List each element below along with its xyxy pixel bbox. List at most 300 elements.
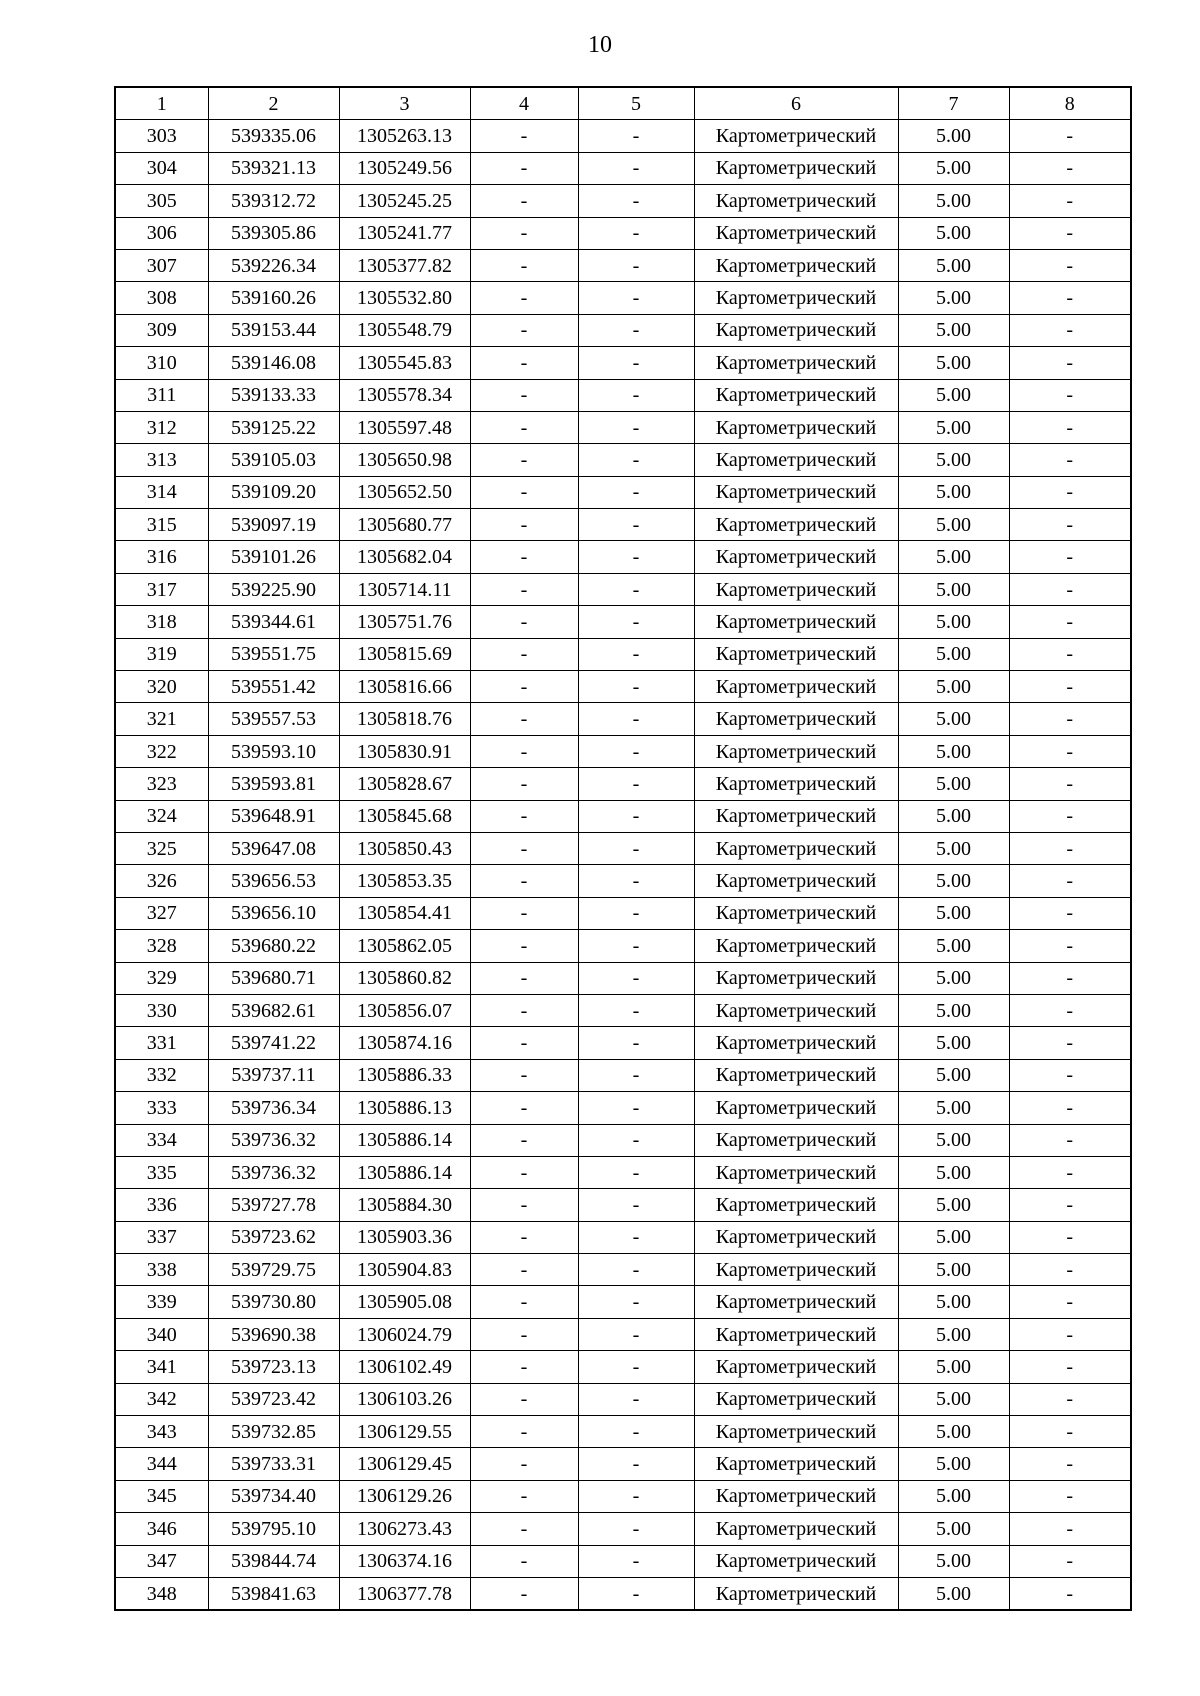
method-cell: Картометрический (694, 573, 898, 605)
column-5-cell: - (578, 703, 694, 735)
method-cell: Картометрический (694, 897, 898, 929)
method-cell: Картометрический (694, 638, 898, 670)
y-coordinate-cell: 1306374.16 (339, 1545, 470, 1577)
method-cell: Картометрический (694, 1545, 898, 1577)
column-5-cell: - (578, 1027, 694, 1059)
x-coordinate-cell: 539153.44 (208, 314, 339, 346)
method-cell: Картометрический (694, 347, 898, 379)
column-5-cell: - (578, 476, 694, 508)
column-5-cell: - (578, 217, 694, 249)
column-8-cell: - (1009, 865, 1131, 897)
column-header: 5 (578, 87, 694, 120)
x-coordinate-cell: 539312.72 (208, 185, 339, 217)
column-5-cell: - (578, 1254, 694, 1286)
accuracy-cell: 5.00 (898, 379, 1009, 411)
accuracy-cell: 5.00 (898, 1059, 1009, 1091)
column-4-cell: - (470, 1577, 578, 1610)
column-5-cell: - (578, 1156, 694, 1188)
column-8-cell: - (1009, 411, 1131, 443)
x-coordinate-cell: 539344.61 (208, 606, 339, 638)
point-number-cell: 307 (115, 249, 208, 281)
column-8-cell: - (1009, 185, 1131, 217)
column-4-cell: - (470, 897, 578, 929)
point-number-cell: 319 (115, 638, 208, 670)
column-header: 6 (694, 87, 898, 120)
column-8-cell: - (1009, 1221, 1131, 1253)
accuracy-cell: 5.00 (898, 185, 1009, 217)
column-4-cell: - (470, 735, 578, 767)
table-row (115, 1286, 1131, 1318)
x-coordinate-cell: 539656.53 (208, 865, 339, 897)
x-coordinate-cell: 539225.90 (208, 573, 339, 605)
table-row (115, 1513, 1131, 1545)
point-number-cell: 345 (115, 1480, 208, 1512)
column-8-cell: - (1009, 573, 1131, 605)
column-8-cell: - (1009, 1577, 1131, 1610)
accuracy-cell: 5.00 (898, 1221, 1009, 1253)
accuracy-cell: 5.00 (898, 120, 1009, 152)
column-4-cell: - (470, 930, 578, 962)
accuracy-cell: 5.00 (898, 249, 1009, 281)
method-cell: Картометрический (694, 1189, 898, 1221)
column-4-cell: - (470, 638, 578, 670)
column-8-cell: - (1009, 152, 1131, 184)
x-coordinate-cell: 539690.38 (208, 1318, 339, 1350)
column-header: 4 (470, 87, 578, 120)
table-row (115, 541, 1131, 573)
point-number-cell: 314 (115, 476, 208, 508)
column-5-cell: - (578, 735, 694, 767)
table-row (115, 120, 1131, 152)
method-cell: Картометрический (694, 1318, 898, 1350)
x-coordinate-cell: 539734.40 (208, 1480, 339, 1512)
x-coordinate-cell: 539305.86 (208, 217, 339, 249)
column-5-cell: - (578, 1189, 694, 1221)
y-coordinate-cell: 1305818.76 (339, 703, 470, 735)
accuracy-cell: 5.00 (898, 541, 1009, 573)
y-coordinate-cell: 1305828.67 (339, 768, 470, 800)
column-8-cell: - (1009, 1124, 1131, 1156)
method-cell: Картометрический (694, 1221, 898, 1253)
x-coordinate-cell: 539656.10 (208, 897, 339, 929)
method-cell: Картометрический (694, 1027, 898, 1059)
table-row (115, 476, 1131, 508)
accuracy-cell: 5.00 (898, 1286, 1009, 1318)
method-cell: Картометрический (694, 509, 898, 541)
column-4-cell: - (470, 347, 578, 379)
y-coordinate-cell: 1306273.43 (339, 1513, 470, 1545)
accuracy-cell: 5.00 (898, 638, 1009, 670)
method-cell: Картометрический (694, 1059, 898, 1091)
column-8-cell: - (1009, 671, 1131, 703)
table-row (115, 1027, 1131, 1059)
accuracy-cell: 5.00 (898, 1318, 1009, 1350)
column-8-cell: - (1009, 249, 1131, 281)
y-coordinate-cell: 1305650.98 (339, 444, 470, 476)
column-4-cell: - (470, 1286, 578, 1318)
y-coordinate-cell: 1305532.80 (339, 282, 470, 314)
table-row (115, 832, 1131, 864)
column-4-cell: - (470, 476, 578, 508)
column-5-cell: - (578, 897, 694, 929)
column-8-cell: - (1009, 217, 1131, 249)
accuracy-cell: 5.00 (898, 509, 1009, 541)
accuracy-cell: 5.00 (898, 768, 1009, 800)
column-8-cell: - (1009, 1480, 1131, 1512)
point-number-cell: 348 (115, 1577, 208, 1610)
column-8-cell: - (1009, 1092, 1131, 1124)
x-coordinate-cell: 539736.32 (208, 1156, 339, 1188)
column-4-cell: - (470, 768, 578, 800)
column-5-cell: - (578, 1318, 694, 1350)
x-coordinate-cell: 539723.42 (208, 1383, 339, 1415)
x-coordinate-cell: 539097.19 (208, 509, 339, 541)
column-5-cell: - (578, 1092, 694, 1124)
column-8-cell: - (1009, 1156, 1131, 1188)
accuracy-cell: 5.00 (898, 1383, 1009, 1415)
point-number-cell: 326 (115, 865, 208, 897)
column-4-cell: - (470, 444, 578, 476)
column-5-cell: - (578, 962, 694, 994)
column-8-cell: - (1009, 1513, 1131, 1545)
accuracy-cell: 5.00 (898, 671, 1009, 703)
column-4-cell: - (470, 1124, 578, 1156)
point-number-cell: 316 (115, 541, 208, 573)
y-coordinate-cell: 1305816.66 (339, 671, 470, 703)
point-number-cell: 346 (115, 1513, 208, 1545)
accuracy-cell: 5.00 (898, 962, 1009, 994)
accuracy-cell: 5.00 (898, 994, 1009, 1026)
column-4-cell: - (470, 800, 578, 832)
column-5-cell: - (578, 1480, 694, 1512)
x-coordinate-cell: 539844.74 (208, 1545, 339, 1577)
x-coordinate-cell: 539841.63 (208, 1577, 339, 1610)
column-4-cell: - (470, 379, 578, 411)
method-cell: Картометрический (694, 120, 898, 152)
point-number-cell: 328 (115, 930, 208, 962)
y-coordinate-cell: 1305751.76 (339, 606, 470, 638)
x-coordinate-cell: 539593.81 (208, 768, 339, 800)
column-8-cell: - (1009, 832, 1131, 864)
y-coordinate-cell: 1305597.48 (339, 411, 470, 443)
column-header: 1 (115, 87, 208, 120)
point-number-cell: 322 (115, 735, 208, 767)
point-number-cell: 340 (115, 1318, 208, 1350)
method-cell: Картометрический (694, 1092, 898, 1124)
method-cell: Картометрический (694, 768, 898, 800)
column-8-cell: - (1009, 1189, 1131, 1221)
point-number-cell: 338 (115, 1254, 208, 1286)
method-cell: Картометрический (694, 1254, 898, 1286)
y-coordinate-cell: 1305856.07 (339, 994, 470, 1026)
method-cell: Картометрический (694, 314, 898, 346)
y-coordinate-cell: 1306024.79 (339, 1318, 470, 1350)
x-coordinate-cell: 539226.34 (208, 249, 339, 281)
accuracy-cell: 5.00 (898, 1351, 1009, 1383)
x-coordinate-cell: 539125.22 (208, 411, 339, 443)
x-coordinate-cell: 539557.53 (208, 703, 339, 735)
accuracy-cell: 5.00 (898, 573, 1009, 605)
x-coordinate-cell: 539146.08 (208, 347, 339, 379)
y-coordinate-cell: 1305886.33 (339, 1059, 470, 1091)
point-number-cell: 331 (115, 1027, 208, 1059)
column-8-cell: - (1009, 962, 1131, 994)
column-header: 7 (898, 87, 1009, 120)
column-4-cell: - (470, 1092, 578, 1124)
accuracy-cell: 5.00 (898, 897, 1009, 929)
y-coordinate-cell: 1305578.34 (339, 379, 470, 411)
y-coordinate-cell: 1305903.36 (339, 1221, 470, 1253)
table-row (115, 897, 1131, 929)
column-8-cell: - (1009, 314, 1131, 346)
point-number-cell: 337 (115, 1221, 208, 1253)
column-4-cell: - (470, 249, 578, 281)
column-8-cell: - (1009, 1351, 1131, 1383)
table-row (115, 1448, 1131, 1480)
x-coordinate-cell: 539737.11 (208, 1059, 339, 1091)
y-coordinate-cell: 1306102.49 (339, 1351, 470, 1383)
table-row (115, 962, 1131, 994)
column-4-cell: - (470, 1383, 578, 1415)
x-coordinate-cell: 539101.26 (208, 541, 339, 573)
x-coordinate-cell: 539730.80 (208, 1286, 339, 1318)
point-number-cell: 336 (115, 1189, 208, 1221)
column-8-cell: - (1009, 509, 1131, 541)
method-cell: Картометрический (694, 282, 898, 314)
y-coordinate-cell: 1305830.91 (339, 735, 470, 767)
column-5-cell: - (578, 573, 694, 605)
column-8-cell: - (1009, 897, 1131, 929)
method-cell: Картометрический (694, 800, 898, 832)
table-row (115, 185, 1131, 217)
column-5-cell: - (578, 541, 694, 573)
point-number-cell: 315 (115, 509, 208, 541)
accuracy-cell: 5.00 (898, 735, 1009, 767)
column-8-cell: - (1009, 444, 1131, 476)
point-number-cell: 330 (115, 994, 208, 1026)
table-row (115, 1156, 1131, 1188)
table-row (115, 800, 1131, 832)
column-5-cell: - (578, 1416, 694, 1448)
column-8-cell: - (1009, 768, 1131, 800)
y-coordinate-cell: 1306129.45 (339, 1448, 470, 1480)
point-number-cell: 344 (115, 1448, 208, 1480)
y-coordinate-cell: 1305680.77 (339, 509, 470, 541)
table-row (115, 1254, 1131, 1286)
column-5-cell: - (578, 249, 694, 281)
column-4-cell: - (470, 865, 578, 897)
column-4-cell: - (470, 1480, 578, 1512)
column-4-cell: - (470, 671, 578, 703)
table-row (115, 573, 1131, 605)
method-cell: Картометрический (694, 411, 898, 443)
y-coordinate-cell: 1306129.55 (339, 1416, 470, 1448)
table-row (115, 865, 1131, 897)
accuracy-cell: 5.00 (898, 1577, 1009, 1610)
method-cell: Картометрический (694, 152, 898, 184)
table-row (115, 768, 1131, 800)
column-5-cell: - (578, 865, 694, 897)
point-number-cell: 332 (115, 1059, 208, 1091)
x-coordinate-cell: 539335.06 (208, 120, 339, 152)
table-row (115, 606, 1131, 638)
column-4-cell: - (470, 541, 578, 573)
column-4-cell: - (470, 152, 578, 184)
point-number-cell: 334 (115, 1124, 208, 1156)
accuracy-cell: 5.00 (898, 1545, 1009, 1577)
point-number-cell: 327 (115, 897, 208, 929)
accuracy-cell: 5.00 (898, 1480, 1009, 1512)
point-number-cell: 311 (115, 379, 208, 411)
point-number-cell: 323 (115, 768, 208, 800)
point-number-cell: 308 (115, 282, 208, 314)
accuracy-cell: 5.00 (898, 1092, 1009, 1124)
x-coordinate-cell: 539160.26 (208, 282, 339, 314)
table-row (115, 1189, 1131, 1221)
table-row (115, 994, 1131, 1026)
method-cell: Картометрический (694, 1480, 898, 1512)
y-coordinate-cell: 1305853.35 (339, 865, 470, 897)
column-8-cell: - (1009, 994, 1131, 1026)
point-number-cell: 306 (115, 217, 208, 249)
y-coordinate-cell: 1306129.26 (339, 1480, 470, 1512)
column-4-cell: - (470, 1448, 578, 1480)
accuracy-cell: 5.00 (898, 800, 1009, 832)
accuracy-cell: 5.00 (898, 217, 1009, 249)
column-4-cell: - (470, 832, 578, 864)
table-row (115, 638, 1131, 670)
point-number-cell: 325 (115, 832, 208, 864)
y-coordinate-cell: 1306377.78 (339, 1577, 470, 1610)
column-8-cell: - (1009, 1286, 1131, 1318)
table-row (115, 411, 1131, 443)
point-number-cell: 304 (115, 152, 208, 184)
table-header-row (115, 87, 1131, 120)
column-5-cell: - (578, 638, 694, 670)
point-number-cell: 312 (115, 411, 208, 443)
method-cell: Картометрический (694, 217, 898, 249)
x-coordinate-cell: 539680.71 (208, 962, 339, 994)
column-5-cell: - (578, 994, 694, 1026)
x-coordinate-cell: 539682.61 (208, 994, 339, 1026)
accuracy-cell: 5.00 (898, 606, 1009, 638)
x-coordinate-cell: 539551.75 (208, 638, 339, 670)
column-8-cell: - (1009, 735, 1131, 767)
table-row (115, 735, 1131, 767)
column-8-cell: - (1009, 638, 1131, 670)
y-coordinate-cell: 1305714.11 (339, 573, 470, 605)
method-cell: Картометрический (694, 1416, 898, 1448)
column-4-cell: - (470, 1318, 578, 1350)
y-coordinate-cell: 1305854.41 (339, 897, 470, 929)
column-4-cell: - (470, 411, 578, 443)
column-header: 2 (208, 87, 339, 120)
column-8-cell: - (1009, 1448, 1131, 1480)
y-coordinate-cell: 1305249.56 (339, 152, 470, 184)
point-number-cell: 303 (115, 120, 208, 152)
x-coordinate-cell: 539741.22 (208, 1027, 339, 1059)
column-4-cell: - (470, 994, 578, 1026)
column-5-cell: - (578, 282, 694, 314)
x-coordinate-cell: 539729.75 (208, 1254, 339, 1286)
point-number-cell: 339 (115, 1286, 208, 1318)
x-coordinate-cell: 539736.32 (208, 1124, 339, 1156)
column-5-cell: - (578, 120, 694, 152)
method-cell: Картометрический (694, 671, 898, 703)
column-8-cell: - (1009, 1027, 1131, 1059)
table-row (115, 1351, 1131, 1383)
column-4-cell: - (470, 1059, 578, 1091)
column-5-cell: - (578, 1383, 694, 1415)
accuracy-cell: 5.00 (898, 444, 1009, 476)
column-5-cell: - (578, 1448, 694, 1480)
accuracy-cell: 5.00 (898, 1254, 1009, 1286)
method-cell: Картометрический (694, 1286, 898, 1318)
point-number-cell: 317 (115, 573, 208, 605)
accuracy-cell: 5.00 (898, 865, 1009, 897)
column-8-cell: - (1009, 800, 1131, 832)
y-coordinate-cell: 1305682.04 (339, 541, 470, 573)
column-8-cell: - (1009, 1416, 1131, 1448)
y-coordinate-cell: 1306103.26 (339, 1383, 470, 1415)
method-cell: Картометрический (694, 1577, 898, 1610)
column-4-cell: - (470, 703, 578, 735)
column-8-cell: - (1009, 347, 1131, 379)
x-coordinate-cell: 539680.22 (208, 930, 339, 962)
method-cell: Картометрический (694, 962, 898, 994)
method-cell: Картометрический (694, 541, 898, 573)
x-coordinate-cell: 539321.13 (208, 152, 339, 184)
accuracy-cell: 5.00 (898, 1513, 1009, 1545)
method-cell: Картометрический (694, 1156, 898, 1188)
coordinates-table (114, 86, 1132, 1611)
x-coordinate-cell: 539733.31 (208, 1448, 339, 1480)
accuracy-cell: 5.00 (898, 1124, 1009, 1156)
table-row (115, 444, 1131, 476)
column-5-cell: - (578, 1351, 694, 1383)
column-5-cell: - (578, 768, 694, 800)
y-coordinate-cell: 1305845.68 (339, 800, 470, 832)
accuracy-cell: 5.00 (898, 314, 1009, 346)
y-coordinate-cell: 1305377.82 (339, 249, 470, 281)
table-row (115, 1221, 1131, 1253)
column-4-cell: - (470, 1545, 578, 1577)
column-4-cell: - (470, 1513, 578, 1545)
accuracy-cell: 5.00 (898, 152, 1009, 184)
column-header: 3 (339, 87, 470, 120)
x-coordinate-cell: 539723.62 (208, 1221, 339, 1253)
column-5-cell: - (578, 671, 694, 703)
column-8-cell: - (1009, 120, 1131, 152)
accuracy-cell: 5.00 (898, 282, 1009, 314)
point-number-cell: 329 (115, 962, 208, 994)
column-4-cell: - (470, 509, 578, 541)
method-cell: Картометрический (694, 994, 898, 1026)
y-coordinate-cell: 1305263.13 (339, 120, 470, 152)
x-coordinate-cell: 539133.33 (208, 379, 339, 411)
column-4-cell: - (470, 217, 578, 249)
point-number-cell: 333 (115, 1092, 208, 1124)
column-5-cell: - (578, 606, 694, 638)
column-4-cell: - (470, 120, 578, 152)
y-coordinate-cell: 1305905.08 (339, 1286, 470, 1318)
table-row (115, 249, 1131, 281)
accuracy-cell: 5.00 (898, 411, 1009, 443)
table-row (115, 1577, 1131, 1610)
accuracy-cell: 5.00 (898, 1189, 1009, 1221)
y-coordinate-cell: 1305245.25 (339, 185, 470, 217)
column-5-cell: - (578, 152, 694, 184)
